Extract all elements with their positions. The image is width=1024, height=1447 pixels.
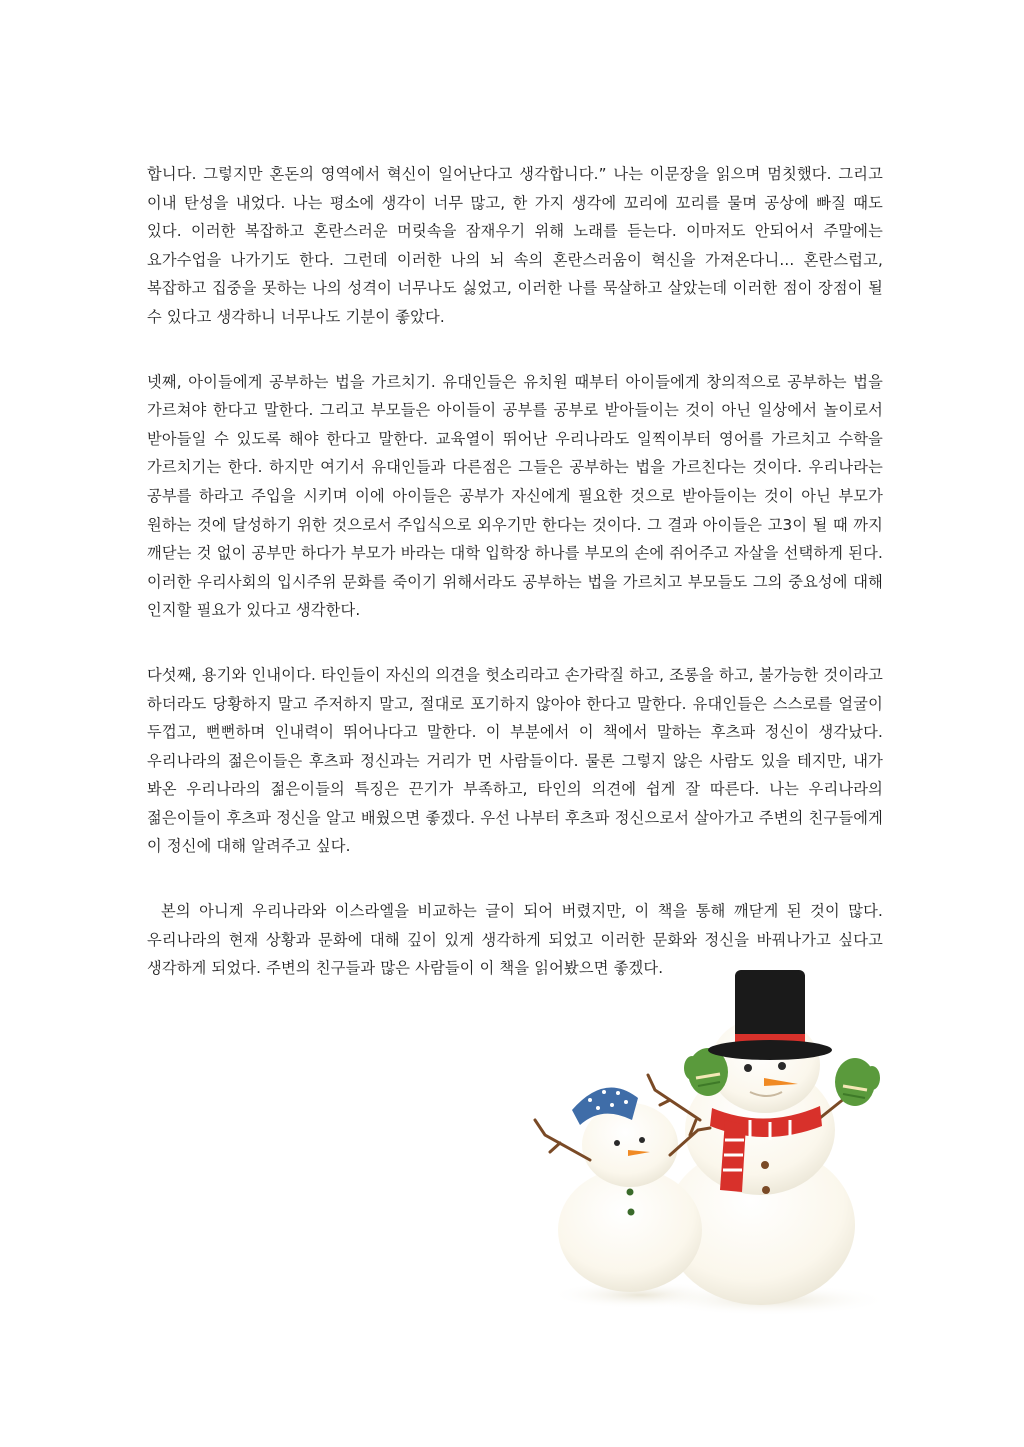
paragraph-3: 다섯째, 용기와 인내이다. 타인들이 자신의 의견을 헛소리라고 손가락질 하고, 조롱을 하고, 불가능한 것이라고 하더라도 당황하지 말고 주저하지 말고, 절대로 포기하지 않아야 한다고 말한다. 유대인들은 스스로를 얼굴이 두껍고, 뻔뻔하며 인내력이 뛰어나다고 말한다. 이 부분에서 이 책에서 말하는 후츠파 정신이 생각났다. 우리나라의 젊은이들은 후츠파 정신과는 거리가 먼 사람들이다. 물론 그렇지 않은 사람도 있을 테지만, 내가 봐온 우리나라의 젊은이들의 특징은 끈기가 부족하고, 타인의 의견에 쉽게 잘 따른다. 나는 우리나라의 젊은이들이 후츠파 정신을 알고 배웠으면 좋겠다. 우선 나부터 후츠파 정신으로서 살아가고 주변의 친구들에게 이 정신에 대해 알려주고 싶다. <box>147 665 883 856</box>
paragraph-1: 합니다. 그렇지만 혼돈의 영역에서 혁신이 일어난다고 생각합니다.” 나는 이문장을 읽으며 멈칫했다. 그리고 이내 탄성을 내었다. 나는 평소에 생각이 너무 많고, 한 가지 생각에 꼬리에 꼬리를 물며 공상에 빠질 때도 있다. 이러한 복잡하고 혼란스러운 머릿속을 잠재우기 위해 노래를 듣는다. 이마저도 안되어서 주말에는 요가수업을 나가기도 한다. 그런데 이러한 나의 뇌 속의 혼란스러움이 혁신을 가져온다니... 혼란스럽고, 복잡하고 집중을 못하는 나의 성격이 너무나도 싫었고, 이러한 나를 묵살하고 살았는데 이러한 점이 장점이 될 수 있다고 생각하니 너무나도 기분이 좋았다. <box>147 165 883 326</box>
essay-body <box>147 160 883 1019</box>
paragraph-2: 넷째, 아이들에게 공부하는 법을 가르치기. 유대인들은 유치원 때부터 아이들에게 창의적으로 공부하는 법을 가르쳐야 한다고 말한다. 그리고 부모들은 아이들이 공부를 공부로 받아들이는 것이 아닌 일상에서 놀이로서 받아들일 수 있도록 해야 한다고 말한다. 교육열이 뛰어난 우리나라도 일찍이부터 영어를 가르치고 수학을 가르치기는 한다. 하지만 여기서 유대인들과 다른점은 그들은 공부하는 법을 가르친다는 것이다. 우리나라는 공부를 하라고 주입을 시키며 이에 아이들은 공부가 자신에게 필요한 것으로 받아들이는 것이 아닌 부모가 원하는 것에 달성하기 위한 것으로서 주입식으로 외우기만 한다는 것이다. 그 결과 아이들은 고3이 될 때 까지 깨닫는 것 없이 공부만 하다가 부모가 바라는 대학 입학장 하나를 부모의 손에 쥐어주고 자살을 선택하게 된다. 이러한 우리사회의 입시주위 문화를 죽이기 위해서라도 공부하는 법을 가르치고 부모들도 그의 중요성에 대해 인지할 필요가 있다고 생각한다. <box>147 372 883 620</box>
paragraph-4: 본의 아니게 우리나라와 이스라엘을 비교하는 글이 되어 버렸지만, 이 책을 통해 깨닫게 된 것이 많다. 우리나라의 현재 상황과 문화에 대해 깊이 있게 생각하게 되었고 이러한 문화와 정신을 바꿔나가고 싶다고 생각하게 되었다. 주변의 친구들과 많은 사람들이 이 책을 읽어봤으면 좋겠다. <box>147 902 883 978</box>
snowmen-illustration-icon <box>520 960 900 1320</box>
